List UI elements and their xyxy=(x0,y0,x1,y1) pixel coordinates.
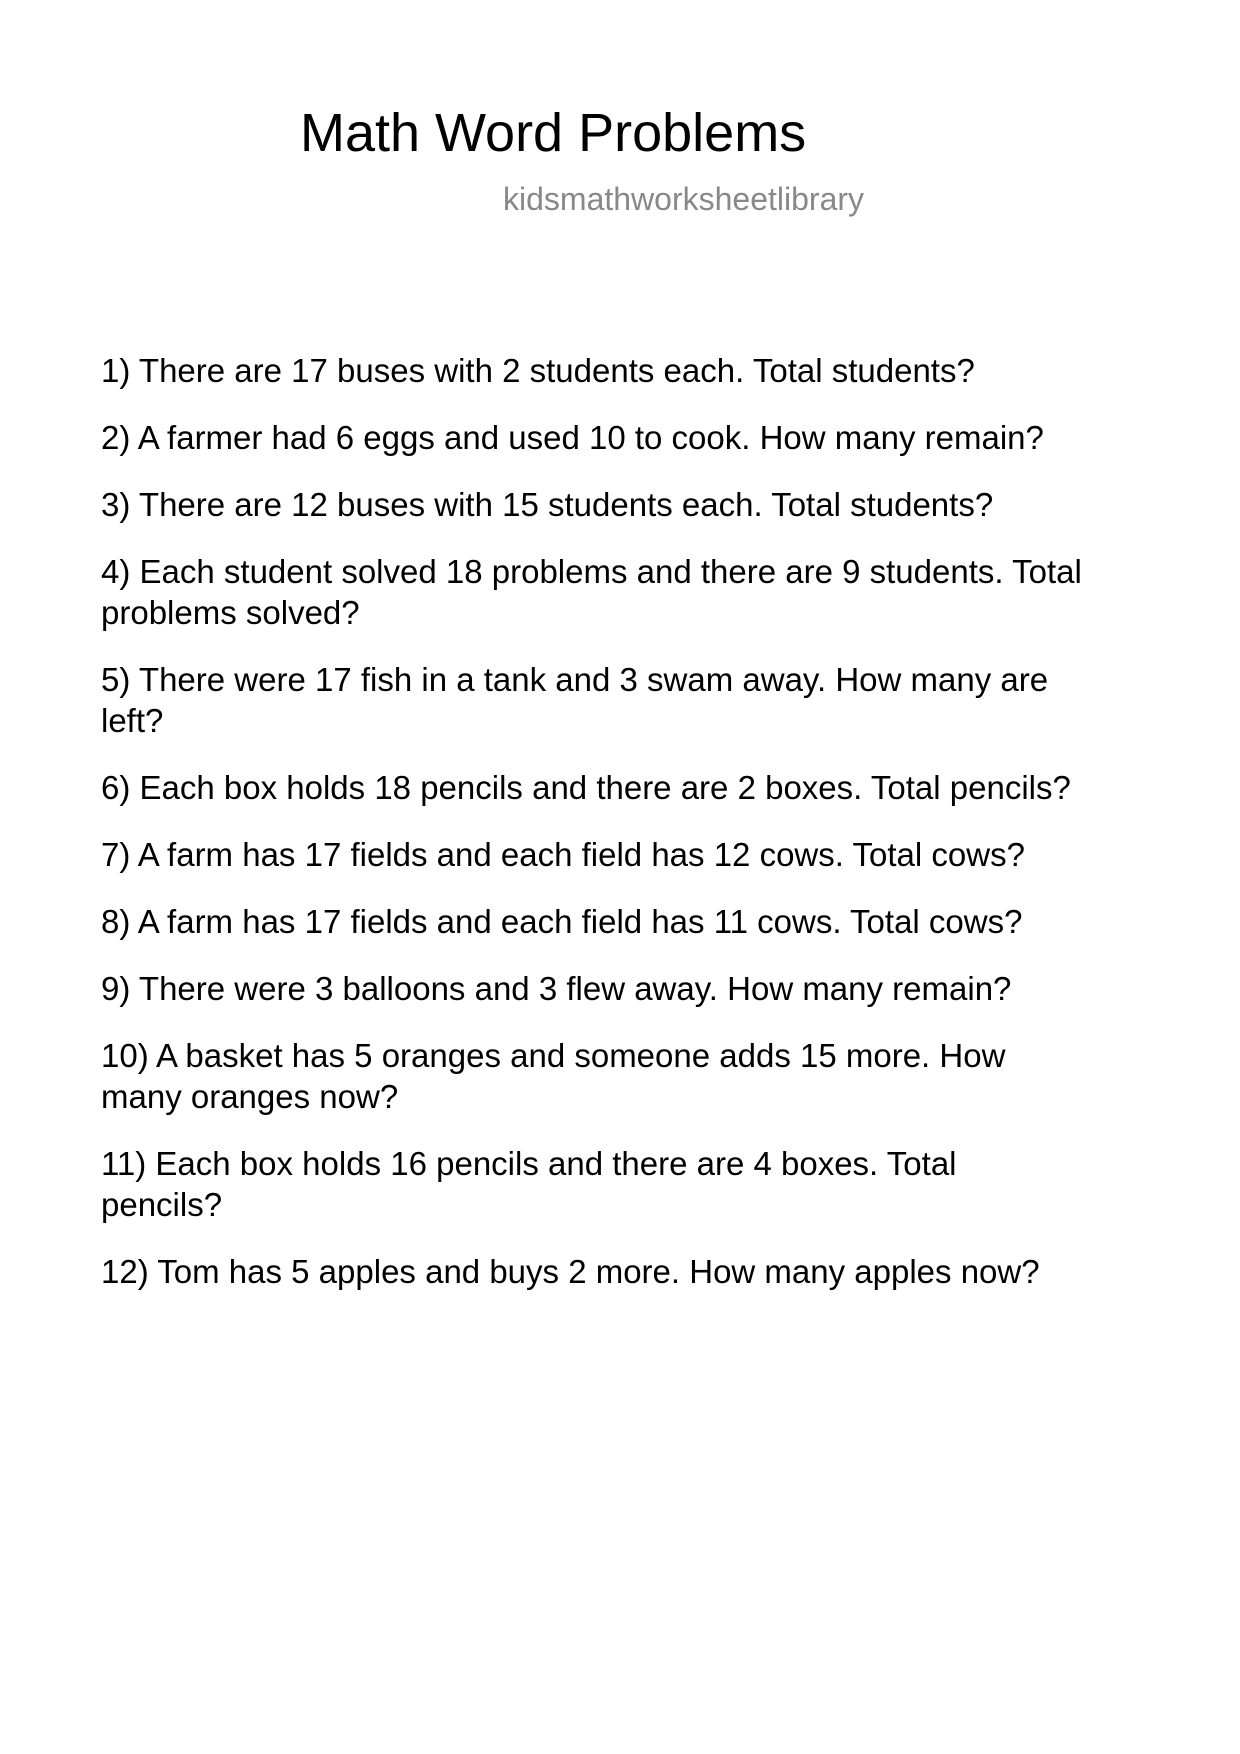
problem-item xyxy=(101,968,1161,1009)
problem-text: 9) There were 3 balloons and 3 flew away. How many remain? xyxy=(101,970,1012,1007)
problem-item xyxy=(101,484,1161,525)
problem-text: 12) Tom has 5 apples and buys 2 more. How many apples now? xyxy=(101,1253,1040,1290)
problem-text: 2) A farmer had 6 eggs and used 10 to cook. How many remain? xyxy=(101,419,1044,456)
problem-item xyxy=(101,1035,1161,1117)
problem-item xyxy=(101,901,1161,942)
problem-text: 10) A basket has 5 oranges and someone adds 15 more. How xyxy=(101,1037,1006,1074)
problem-item xyxy=(101,767,1161,808)
problem-text-continued: pencils? xyxy=(101,1186,223,1223)
problem-list xyxy=(101,350,1161,1318)
problem-text: 11) Each box holds 16 pencils and there are 4 boxes. Total xyxy=(101,1145,957,1182)
problem-text: 1) There are 17 buses with 2 students each. Total students? xyxy=(101,352,975,389)
problem-text-continued: problems solved? xyxy=(101,594,360,631)
source-attribution: kidsmathworksheetlibrary xyxy=(503,181,865,217)
problem-text: 8) A farm has 17 fields and each field has 11 cows. Total cows? xyxy=(101,903,1023,940)
problem-text-continued: left? xyxy=(101,702,164,739)
page-title: Math Word Problems xyxy=(300,103,807,163)
problem-item xyxy=(101,1143,1161,1225)
problem-text: 3) There are 12 buses with 15 students each. Total students? xyxy=(101,486,994,523)
problem-text-continued: many oranges now? xyxy=(101,1078,399,1115)
problem-item xyxy=(101,659,1161,741)
problem-text: 5) There were 17 fish in a tank and 3 swam away. How many are xyxy=(101,661,1049,698)
problem-text: 7) A farm has 17 fields and each field has 12 cows. Total cows? xyxy=(101,836,1025,873)
problem-text: 4) Each student solved 18 problems and there are 9 students. Total xyxy=(101,553,1082,590)
problem-item xyxy=(101,834,1161,875)
problem-item xyxy=(101,350,1161,391)
problem-item xyxy=(101,551,1161,633)
problem-item xyxy=(101,417,1161,458)
problem-text: 6) Each box holds 18 pencils and there are 2 boxes. Total pencils? xyxy=(101,769,1071,806)
problem-item xyxy=(101,1251,1161,1292)
